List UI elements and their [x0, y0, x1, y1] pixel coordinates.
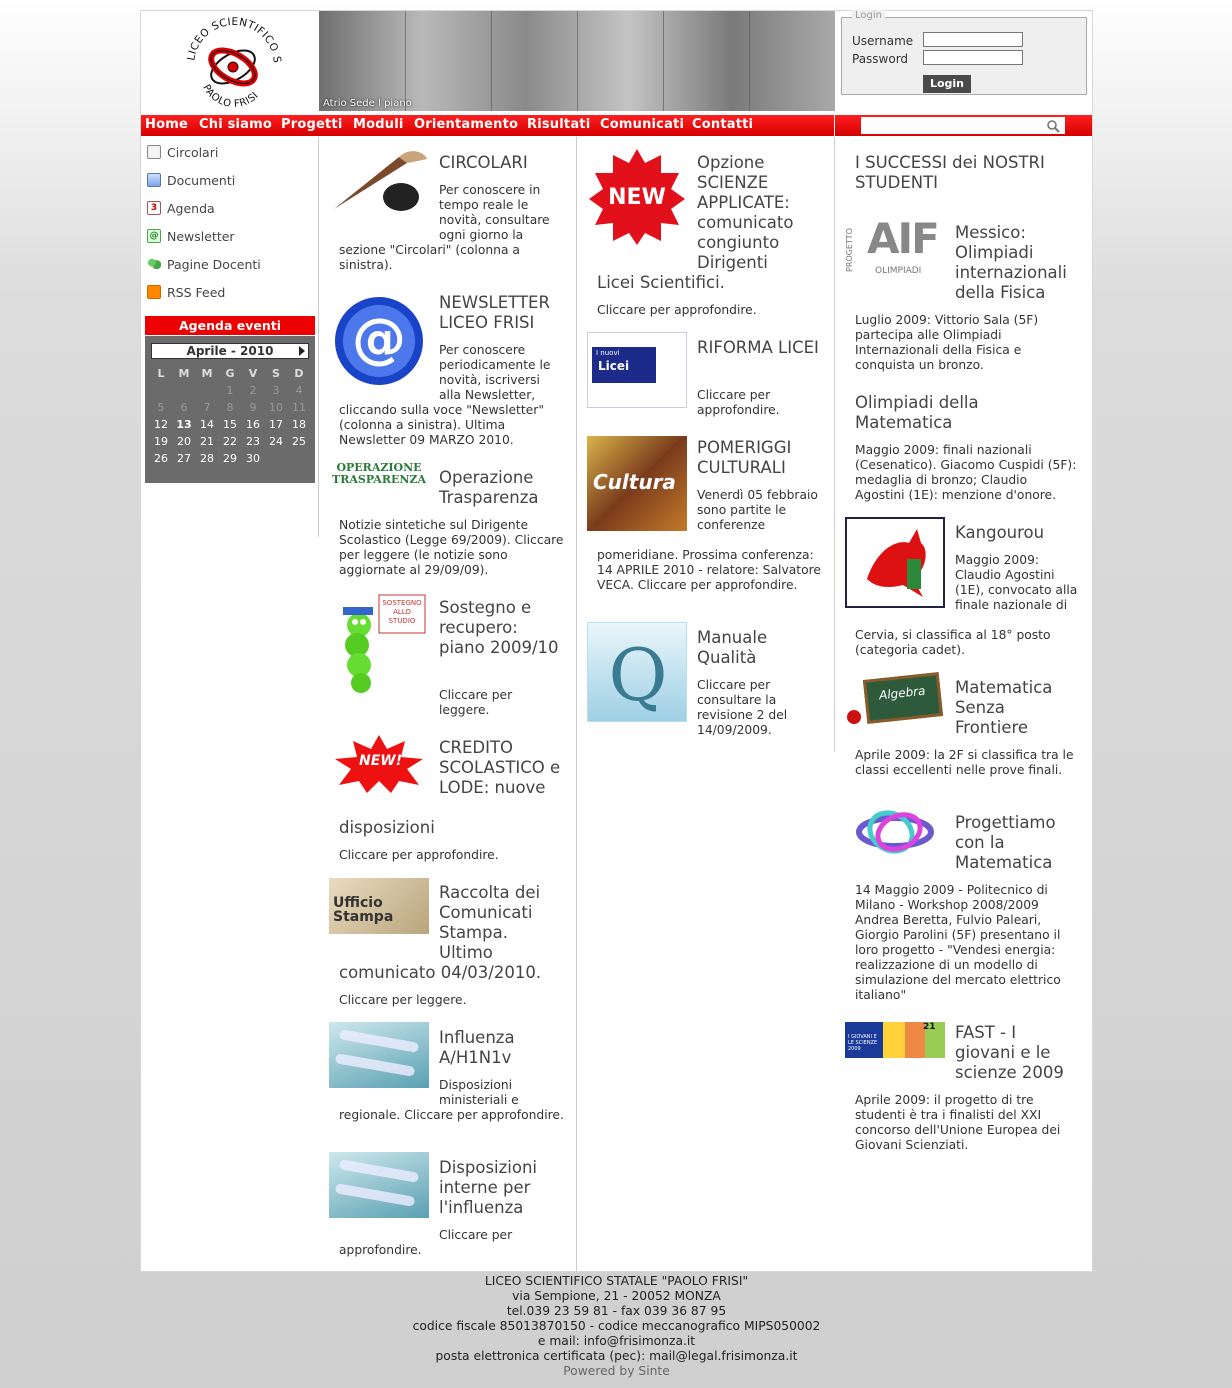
- calendar-weekday: M: [178, 367, 190, 380]
- calendar-weekday: M: [201, 367, 213, 380]
- pomeriggi-text: pomeridiane. Prossima conferenza: 14 APRILE 2010 - relatore: Salvatore VECA. Cliccare per approfondire.: [597, 548, 821, 592]
- quill-pen-image[interactable]: [329, 147, 429, 217]
- kangourou-text-a: Maggio 2009: Claudio Agostini (1E), convocato alla finale nazionale di: [955, 553, 1078, 612]
- column-divider: [576, 137, 577, 1273]
- calendar-day[interactable]: 19: [154, 435, 168, 448]
- sostegno-title[interactable]: Sostegno e recupero: piano 2009/10: [439, 598, 559, 657]
- calendar-day[interactable]: 6: [180, 401, 188, 414]
- image-label: Algebra: [878, 683, 927, 703]
- sidebar-label: Documenti: [167, 172, 236, 188]
- pomeriggi-title[interactable]: POMERIGGI CULTURALI: [697, 438, 792, 477]
- calendar-day[interactable]: 27: [177, 452, 191, 465]
- logo-bottom-text: PAOLO FRISI: [200, 82, 262, 110]
- influenza-text-a: Disposizioni ministeriali e: [439, 1078, 519, 1107]
- next-month-icon[interactable]: [299, 346, 305, 356]
- search-input[interactable]: [861, 117, 1065, 134]
- pomeriggi-text-a: Venerdì 05 febbraio sono partite le conferenze: [697, 488, 818, 532]
- calendar-day[interactable]: 8: [226, 401, 234, 414]
- svg-text:@: @: [352, 307, 406, 370]
- calendar-day[interactable]: 21: [200, 435, 214, 448]
- kangourou-title[interactable]: Kangourou: [955, 523, 1045, 542]
- sidebar-item-documenti[interactable]: [147, 170, 235, 190]
- nav-contatti[interactable]: Contatti: [692, 117, 754, 132]
- qualita-text: Cliccare per consultare la revisione 2 del 14/09/2009.: [697, 678, 788, 737]
- calendar-day[interactable]: 23: [246, 435, 260, 448]
- vials-image[interactable]: [329, 1152, 429, 1218]
- login-legend: Login: [852, 10, 885, 21]
- calendar-day[interactable]: 18: [292, 418, 306, 431]
- header-banner-image: [319, 11, 835, 111]
- olimpiadi-matematica-text: Maggio 2009: finali nazionali (Cesenatico). Giacomo Cuspidi (5F): medaglia di bronzo; Claudio Agostini (1E): menzione d'onore.: [855, 443, 1077, 502]
- calendar-day[interactable]: 7: [203, 401, 211, 414]
- calendar-day[interactable]: 9: [249, 401, 257, 414]
- sidebar-label: Newsletter: [167, 228, 235, 244]
- successi-heading: I SUCCESSI dei NOSTRI STUDENTI: [855, 153, 1045, 192]
- logo-icon: [141, 11, 318, 111]
- fast-poster-image[interactable]: [845, 1022, 945, 1058]
- image-label: I nuovi: [596, 349, 620, 357]
- footer-line: LICEO SCIENTIFICO STATALE "PAOLO FRISI": [484, 1274, 749, 1288]
- progettiamo-title[interactable]: Progettiamo con la Matematica: [955, 813, 1056, 872]
- caterpillar-image[interactable]: [329, 593, 429, 698]
- image-label: AIF: [867, 216, 938, 263]
- riforma-title[interactable]: RIFORMA LICEI: [697, 338, 819, 357]
- calendar-day[interactable]: 13: [176, 418, 192, 431]
- kangourou-text: Cervia, si classifica al 18° posto (categoria cadet).: [855, 628, 1051, 657]
- circolari-text: sezione "Circolari" (colonna a sinistra).: [339, 243, 520, 272]
- new-badge-image[interactable]: [587, 147, 687, 247]
- calendar-day[interactable]: 16: [246, 418, 260, 431]
- disposizioni-title[interactable]: Disposizioni interne per l'influenza: [439, 1158, 538, 1217]
- login-button[interactable]: Login: [923, 75, 971, 93]
- messico-title[interactable]: Messico: Olimpiadi internazionali della Fisica: [955, 223, 1067, 302]
- calendar-day[interactable]: 15: [223, 418, 237, 431]
- nav-moduli[interactable]: Moduli: [353, 117, 404, 132]
- calendar-day[interactable]: 25: [292, 435, 306, 448]
- search-icon[interactable]: [1046, 119, 1060, 133]
- rss-icon: [147, 285, 161, 299]
- image-label: Q: [608, 633, 668, 717]
- ufficio-stampa-image[interactable]: [329, 878, 429, 934]
- q-logo-image[interactable]: [587, 622, 687, 722]
- nav-progetti[interactable]: Progetti: [281, 117, 343, 132]
- document-icon: [147, 145, 161, 159]
- scienze-title-b[interactable]: Licei Scientifici.: [597, 273, 725, 292]
- image-label: SOSTEGNO ALLO STUDIO: [382, 599, 422, 625]
- calendar-weekday: V: [248, 367, 258, 380]
- footer-line: tel.039 23 59 81 - fax 039 36 87 95: [506, 1304, 727, 1318]
- qualita-title[interactable]: Manuale Qualità: [697, 628, 768, 667]
- riforma-text: Cliccare per approfondire.: [697, 388, 780, 417]
- svg-text:PAOLO FRISI: [200, 83, 261, 110]
- page-container: [140, 10, 1093, 1272]
- image-label: Ufficio Stampa: [333, 895, 394, 925]
- kangaroo-image[interactable]: [845, 517, 945, 608]
- newsletter-icon: @: [147, 229, 161, 243]
- powered-by-link[interactable]: Powered by Sinte: [563, 1364, 670, 1378]
- footer-line[interactable]: e mail: info@frisimonza.it: [537, 1334, 696, 1348]
- calendar: [145, 336, 315, 483]
- calendar-day[interactable]: 24: [269, 435, 283, 448]
- school-logo[interactable]: [141, 11, 318, 111]
- calendar-day[interactable]: 10: [269, 401, 283, 414]
- column-divider: [834, 137, 835, 752]
- nav-comunicati[interactable]: Comunicati: [600, 117, 685, 132]
- aif-logo-image[interactable]: [845, 216, 945, 280]
- at-sign-image[interactable]: [329, 291, 429, 391]
- image-label: I GIOVANI E LE SCIENZE 2009: [848, 1034, 878, 1052]
- calendar-day[interactable]: 29: [223, 452, 237, 465]
- calendar-day[interactable]: 20: [177, 435, 191, 448]
- calendar-day[interactable]: 5: [157, 401, 165, 414]
- calendar-day[interactable]: 17: [269, 418, 283, 431]
- footer-line: via Sempione, 21 - 20052 MONZA: [512, 1289, 721, 1303]
- sidebar-item-newsletter[interactable]: [147, 226, 235, 246]
- scienze-title-a[interactable]: Opzione SCIENZE APPLICATE: comunicato congiunto Dirigenti: [697, 153, 794, 272]
- calendar-day[interactable]: 22: [223, 435, 237, 448]
- nav-home[interactable]: Home: [145, 117, 188, 132]
- footer-line: codice fiscale 85013870150 - codice meccanografico MIPS050002: [412, 1319, 821, 1333]
- stampa-title-b[interactable]: comunicato 04/03/2010.: [339, 963, 542, 982]
- password-input[interactable]: [923, 50, 1023, 65]
- banner-caption: Atrio Sede I piano: [323, 98, 412, 109]
- nav-orientamento[interactable]: Orientamento: [414, 117, 519, 132]
- password-label: Password: [852, 52, 909, 66]
- logo-top-text: LICEO SCIENTIFICO S: [185, 15, 284, 64]
- calendar-month-header: [151, 343, 309, 359]
- footer: [140, 1274, 1093, 1379]
- login-box: [841, 10, 1087, 95]
- progettiamo-text: 14 Maggio 2009 - Politecnico di Milano - Workshop 2008/2009 Andrea Beretta, Fulvio Paleari, Giorgio Parolini (5F) presentano il loro progetto - "Vendesi energia: realizzazione di un modello di simulazione del mercato elettrico italiano": [855, 883, 1061, 1002]
- calendar-weekday: L: [157, 367, 165, 380]
- stampa-text: Cliccare per leggere.: [339, 993, 467, 1007]
- footer-line[interactable]: posta elettronica certificata (pec): mail@legal.frisimonza.it: [435, 1349, 798, 1363]
- circolari-title[interactable]: CIRCOLARI: [439, 153, 528, 172]
- users-icon: [147, 257, 161, 271]
- sidebar-item-circolari[interactable]: [147, 142, 218, 162]
- sidebar-item-agenda[interactable]: [147, 198, 215, 218]
- image-label: NEW!: [359, 753, 403, 769]
- trasparenza-title[interactable]: Operazione Trasparenza: [439, 468, 539, 507]
- image-label: OPERAZIONE TRASPARENZA: [332, 462, 426, 486]
- agenda-title: Agenda eventi: [145, 316, 315, 335]
- knot-image[interactable]: [845, 807, 945, 857]
- fast-text: Aprile 2009: il progetto di tre studenti è tra i finalisti del XXI concorso dell'Unione Europea dei Giovani Scienziati.: [855, 1093, 1061, 1152]
- sidebar-label: Agenda: [167, 200, 215, 216]
- senza-frontiere-title[interactable]: Matematica Senza Frontiere: [955, 678, 1053, 737]
- credito-title-a[interactable]: CREDITO SCOLASTICO e LODE: nuove: [439, 738, 561, 797]
- calendar-day[interactable]: 26: [154, 452, 168, 465]
- username-input[interactable]: [923, 32, 1023, 47]
- messico-text: Luglio 2009: Vittorio Sala (5F) partecipa alle Olimpiadi Internazionali della Fisica e conquista un bronzo.: [855, 313, 1039, 372]
- credito-text: Cliccare per approfondire.: [339, 848, 499, 862]
- calendar-day[interactable]: 12: [154, 418, 168, 431]
- calendar-day[interactable]: 1: [226, 384, 234, 397]
- calendar-day[interactable]: 11: [292, 401, 306, 414]
- sidebar-label: Circolari: [167, 144, 219, 160]
- senza-frontiere-text: Aprile 2009: la 2F si classifica tra le classi eccellenti nelle prove finali.: [855, 748, 1074, 777]
- column-divider: [318, 137, 319, 537]
- influenza-text: regionale. Cliccare per approfondire.: [339, 1108, 564, 1122]
- calendar-day[interactable]: 4: [295, 384, 303, 397]
- credito-title-b[interactable]: disposizioni: [339, 818, 435, 837]
- newsletter-title[interactable]: NEWSLETTER LICEO FRISI: [439, 293, 550, 332]
- nav-risultati[interactable]: Risultati: [527, 117, 591, 132]
- image-label: Licei: [598, 359, 630, 373]
- image-label: 21: [923, 1022, 936, 1032]
- calendar-weekday: D: [294, 367, 304, 380]
- sostegno-text: Cliccare per leggere.: [439, 688, 513, 717]
- operazione-trasparenza-image[interactable]: [329, 462, 429, 488]
- newsletter-text-a: Per conoscere periodicamente le novità, iscriversi alla Newsletter,: [439, 343, 551, 402]
- scienze-text: Cliccare per approfondire.: [597, 303, 757, 317]
- calendar-weekday: S: [272, 367, 280, 380]
- username-label: Username: [852, 34, 914, 48]
- calendar-month-label: Aprile - 2010: [186, 344, 274, 358]
- image-label: NEW: [608, 185, 666, 210]
- image-label: OLIMPIADI: [875, 266, 922, 276]
- sidebar-label: RSS Feed: [167, 284, 226, 300]
- olimpiadi-matematica-title[interactable]: Olimpiadi della Matematica: [855, 393, 979, 432]
- new-star-image[interactable]: [329, 733, 429, 795]
- sidebar-item-pagine-docenti[interactable]: [147, 254, 261, 274]
- disposizioni-text: approfondire.: [339, 1243, 422, 1257]
- circolari-text-a: Per conoscere in tempo reale le novità, consultare ogni giorno la: [439, 183, 550, 242]
- calendar-day[interactable]: 30: [246, 452, 260, 465]
- newsletter-text: cliccando sulla voce "Newsletter" (colonna a sinistra). Ultima Newsletter 09 MARZO 2010.: [339, 403, 544, 447]
- blackboard-image[interactable]: [845, 672, 945, 730]
- calendar-day[interactable]: 14: [200, 418, 214, 431]
- cultura-image[interactable]: [587, 436, 687, 531]
- calendar-day[interactable]: 3: [272, 384, 280, 397]
- influenza-title[interactable]: Influenza A/H1N1v: [439, 1028, 515, 1067]
- fast-title[interactable]: FAST - I giovani e le scienze 2009: [955, 1023, 1064, 1082]
- nav-chi-siamo[interactable]: Chi siamo: [199, 117, 273, 132]
- image-label: Cultura: [593, 470, 676, 494]
- calendar-icon: 3: [147, 201, 161, 215]
- calendar-day[interactable]: 2: [249, 384, 257, 397]
- sidebar-item-rss-feed[interactable]: [147, 282, 225, 302]
- sidebar-label: Pagine Docenti: [167, 256, 261, 272]
- stampa-title-a[interactable]: Raccolta dei Comunicati Stampa. Ultimo: [439, 883, 541, 962]
- disposizioni-text-a: Cliccare per: [439, 1228, 513, 1242]
- trasparenza-text: Notizie sintetiche sul Dirigente Scolastico (Legge 69/2009). Cliccare per leggere (le notizie sono aggiornate al 29/09/09).: [339, 518, 564, 577]
- calendar-day[interactable]: 28: [200, 452, 214, 465]
- calendar-weekday: G: [225, 367, 235, 380]
- vials-image[interactable]: [329, 1022, 429, 1088]
- nav-divider: [834, 115, 835, 136]
- nuovi-licei-image[interactable]: [587, 332, 687, 408]
- folder-icon: [147, 173, 161, 187]
- image-label: PROGETTO: [845, 228, 854, 272]
